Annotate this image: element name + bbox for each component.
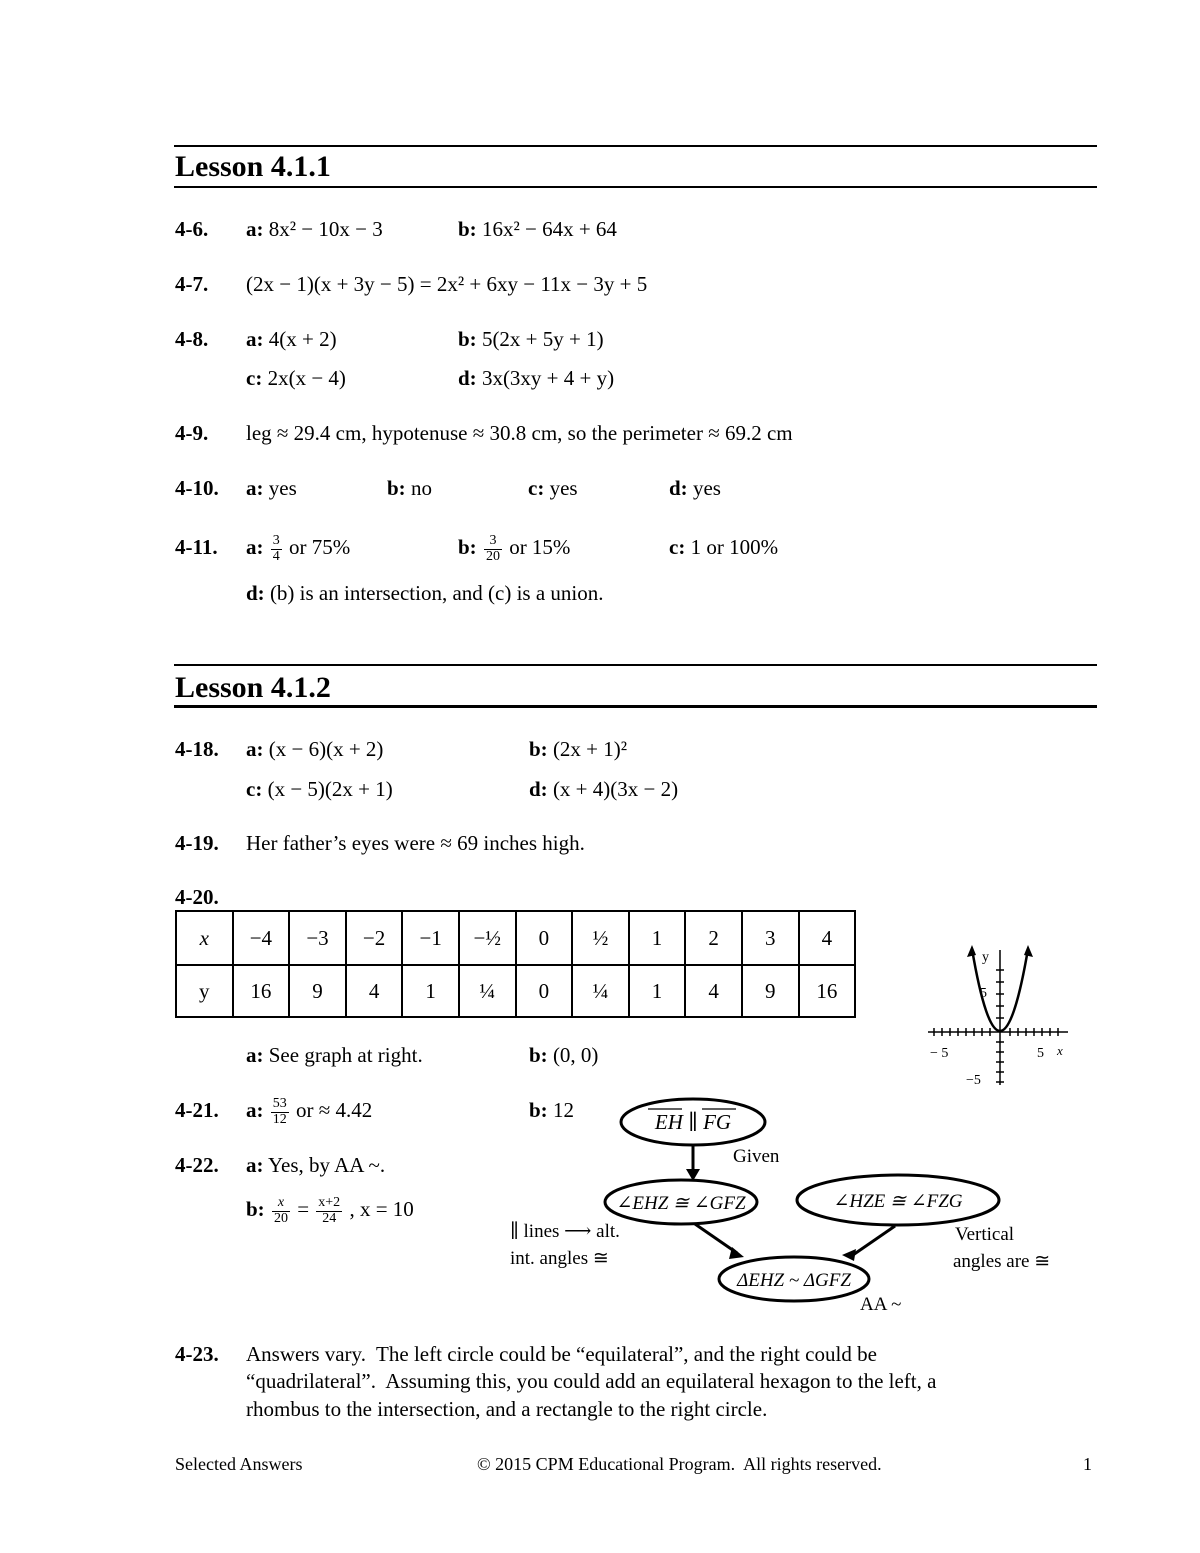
answer-a: a: yes [246, 476, 297, 500]
answer-text: Her father’s eyes were ≈ 69 inches high. [246, 831, 585, 855]
answer-b: b: $\frac{x}{20}$ = $\frac{x+2}{24}$ , x = 10 [246, 1195, 414, 1226]
answer-a: a: 8x² − 10x − 3 [246, 217, 383, 241]
answer-text: leg ≈ 29.4 cm, hypotenuse ≈ 30.8 cm, so the perimeter ≈ 69.2 cm [246, 421, 793, 445]
reason-label: int. angles ≅ [510, 1248, 609, 1269]
answer-text: (2x − 1)(x + 3y − 5) = 2x² + 6xy − 11x − 3y + 5 [246, 272, 648, 296]
answer-b: b: 12 [529, 1098, 574, 1122]
tick-label: −5 [966, 1073, 981, 1088]
answer-d: d: (b) is an intersection, and (c) is a union. [246, 581, 604, 605]
answer-c: c: (x − 5)(2x + 1) [246, 777, 393, 801]
problem-number: 4-19. [175, 831, 219, 855]
lesson-title: Lesson 4.1.1 [175, 150, 331, 183]
problem-number: 4-21. [175, 1098, 219, 1122]
answer-text: rhombus to the intersection, and a rectangle to the right circle. [246, 1397, 768, 1421]
table-cell: 9 [289, 965, 346, 1017]
conclusion-statement: ΔEHZ ~ ΔGFZ [737, 1270, 851, 1291]
table-cell: −½ [459, 911, 516, 965]
table-cell: 1 [629, 965, 686, 1017]
reason-label: Given [733, 1146, 780, 1167]
reason-label: AA ~ [860, 1294, 902, 1315]
table-cell: ¼ [572, 965, 629, 1017]
table-header-y: y [176, 965, 233, 1017]
table-header-x: x [176, 911, 233, 965]
answer-b: b: no [387, 476, 432, 500]
tick-label: 5 [980, 986, 987, 1001]
lesson-title: Lesson 4.1.2 [175, 671, 331, 704]
problem-number: 4-7. [175, 272, 209, 296]
parabola-graph [920, 935, 1080, 1095]
fraction: $\frac{53}{12}$ [272, 1096, 287, 1127]
answer-text: Answers vary. The left circle could be “equilateral”, and the right could be [246, 1342, 877, 1366]
answer-a: a: Yes, by AA ~. [246, 1153, 386, 1177]
answer-b: b: (0, 0) [529, 1043, 599, 1067]
right-statement: ∠HZE ≅ ∠FZG [833, 1191, 963, 1212]
answer-d: d: 3x(3xy + 4 + y) [458, 366, 615, 390]
answer-text: “quadrilateral”. Assuming this, you could add an equilateral hexagon to the left, a [246, 1369, 937, 1393]
left-statement: ∠EHZ ≅ ∠GFZ [616, 1193, 746, 1214]
problem-number: 4-11. [175, 535, 218, 559]
problem-number: 4-8. [175, 327, 209, 351]
problem-number: 4-20. [175, 885, 219, 909]
problem-number: 4-18. [175, 737, 219, 761]
arrow-line [695, 1224, 737, 1253]
fraction: $\frac{x+2}{24}$ [318, 1195, 341, 1226]
reason-label: ∥ lines ⟶ alt. [510, 1221, 620, 1242]
header-rule [174, 186, 1097, 188]
y-axis-label: y [982, 950, 989, 965]
table-cell: 9 [742, 965, 799, 1017]
footer-copyright: © 2015 CPM Educational Program. All rights reserved. [477, 1454, 882, 1474]
footer-left: Selected Answers [175, 1454, 303, 1474]
top-rule [174, 145, 1097, 147]
answer-a: a: See graph at right. [246, 1043, 423, 1067]
table-cell: 16 [233, 965, 290, 1017]
table-cell: 2 [685, 911, 742, 965]
answer-a: a: $\frac{53}{12}$ or ≈ 4.42 [246, 1096, 373, 1127]
answer-a: a: (x − 6)(x + 2) [246, 737, 384, 761]
answer-c: c: 1 or 100% [669, 535, 779, 559]
top-rule [174, 664, 1097, 666]
table-cell: 16 [799, 965, 856, 1017]
x-axis-label: x [1057, 1043, 1063, 1058]
problem-number: 4-10. [175, 476, 219, 500]
xy-table [175, 910, 856, 1018]
arrow-head-icon [967, 945, 976, 957]
arrow-line [850, 1226, 895, 1257]
answer-c: c: 2x(x − 4) [246, 366, 346, 390]
answer-a: a: 4(x + 2) [246, 327, 337, 351]
tick-label: − 5 [930, 1046, 949, 1061]
answer-b: b: 5(2x + 5y + 1) [458, 327, 604, 351]
tick-label: 5 [1037, 1046, 1044, 1061]
table-cell: 0 [516, 911, 573, 965]
arrow-icon [842, 1249, 856, 1261]
arrow-head-icon [1024, 945, 1033, 957]
problem-number: 4-6. [175, 217, 209, 241]
fraction: $\frac{x}{20}$ [273, 1195, 288, 1226]
reason-label: angles are ≅ [953, 1251, 1051, 1272]
table-cell: 1 [402, 965, 459, 1017]
problem-number: 4-9. [175, 421, 209, 445]
table-cell: 4 [346, 965, 403, 1017]
table-cell: 4 [685, 965, 742, 1017]
page-number: 1 [1083, 1454, 1092, 1474]
given-statement: EH ∥ FG [654, 1110, 732, 1134]
table-cell: ¼ [459, 965, 516, 1017]
table-cell: 3 [742, 911, 799, 965]
header-rule [174, 705, 1097, 708]
answer-c: c: yes [528, 476, 578, 500]
answer-b: b: 16x² − 64x + 64 [458, 217, 617, 241]
problem-number: 4-23. [175, 1342, 219, 1366]
proof-flowchart [500, 1095, 1080, 1320]
table-cell: −1 [402, 911, 459, 965]
reason-label: Vertical [955, 1224, 1015, 1245]
table-cell: 0 [516, 965, 573, 1017]
table-cell: ½ [572, 911, 629, 965]
answer-b: b: $\frac{3}{20}$ or 15% [458, 533, 571, 564]
answer-d: d: (x + 4)(3x − 2) [529, 777, 679, 801]
fraction: $\frac{3}{20}$ [485, 533, 500, 564]
fraction: $\frac{3}{4}$ [272, 533, 280, 564]
table-row [176, 965, 855, 1017]
table-cell: −4 [233, 911, 290, 965]
answer-d: d: yes [669, 476, 721, 500]
answer-a: a: $\frac{3}{4}$ or 75% [246, 533, 351, 564]
table-cell: 4 [799, 911, 856, 965]
problem-number: 4-22. [175, 1153, 219, 1177]
table-cell: −2 [346, 911, 403, 965]
table-cell: −3 [289, 911, 346, 965]
table-cell: 1 [629, 911, 686, 965]
answer-b: b: (2x + 1)² [529, 737, 628, 761]
table-row [176, 911, 855, 965]
